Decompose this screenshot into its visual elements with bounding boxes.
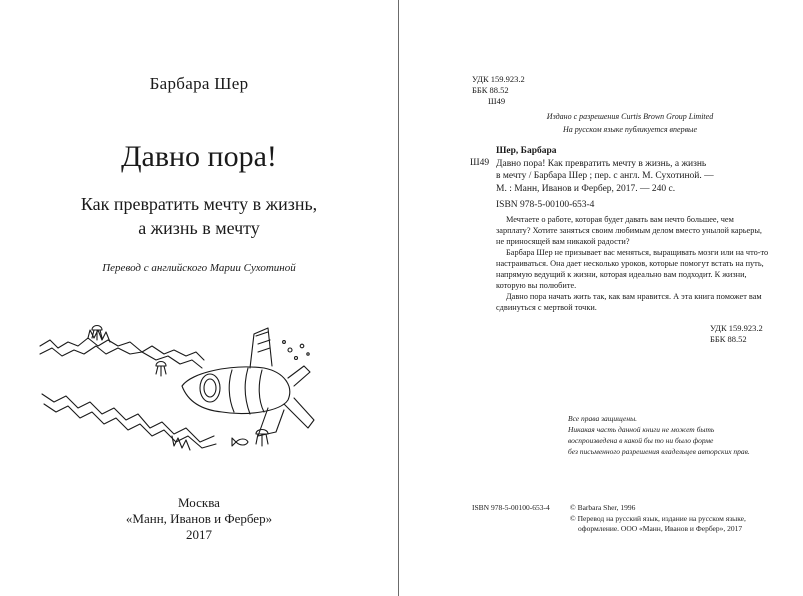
classification-codes: [472, 74, 525, 107]
biblio-line: М. : Манн, Иванов и Фербер, 2017. — 240 с.: [496, 183, 676, 194]
biblio-line: Давно пора! Как превратить мечту в жизнь, а жизнь: [496, 158, 707, 169]
submarine-illustration-icon: [32, 316, 332, 466]
biblio-cutter: Ш49: [470, 158, 490, 168]
author-name: Барбара Шер: [149, 74, 249, 93]
classification-codes-bottom: [710, 323, 763, 345]
annotation-paragraph: Давно пора начать жить так, как вам нравится. А эта книга поможет вам сдвинуться с мертвой точки.: [496, 292, 762, 312]
rights-line: без письменного разрешения владельцев авторских прав.: [568, 447, 750, 456]
biblio-heading: Шер, Барбара: [496, 146, 557, 156]
copyright-line: оформление. ООО «Манн, Иванов и Фербер», 2017: [578, 524, 743, 533]
title-page: [0, 0, 398, 596]
subtitle-line: а жизнь в мечту: [138, 218, 260, 238]
annotation-paragraph: Мечтаете о работе, которая будет давать вам нечто большее, чем зарплату? Хотите заняться своим любимым делом вместо унылой карьеры, не приносящей вам никакой радости?: [496, 215, 763, 246]
permission-note: [530, 110, 730, 136]
copyright-line: © Перевод на русский язык, издание на русском языке,: [570, 513, 746, 523]
biblio-line: в мечту / Барбара Шер ; пер. с англ. М. Сухотиной. —: [496, 171, 714, 181]
permission-line: На русском языке публикуется впервые: [562, 125, 698, 134]
subtitle-line: Как превратить мечту в жизнь,: [80, 194, 318, 214]
imprint-page: [400, 0, 803, 596]
bbk-code: ББК 88.52: [710, 334, 747, 344]
city: Москва: [178, 495, 220, 510]
publication-year: 2017: [186, 527, 212, 542]
bbk-code: ББК 88.52: [472, 85, 509, 95]
annotation-paragraph: Барбара Шер не призывает вас меняться, выращивать мозги или на что-то настраиваться. Она дает несколько уроков, которые помогут встать на путь, напрямую ведущий к жизни, которая идеально вам подходит. К жизни, которую вы полюбите.: [496, 248, 769, 290]
isbn-bottom: ISBN 978-5-00100-653-4: [472, 503, 550, 512]
udk-code: УДК 159.923.2: [710, 323, 763, 333]
isbn: ISBN 978-5-00100-653-4: [496, 200, 595, 210]
annotation: [496, 214, 770, 313]
permission-line: Издано с разрешения Curtis Brown Group Limited: [546, 112, 714, 121]
rights-line: воспроизведена в какой бы то ни было форме: [568, 436, 714, 445]
copyright-line: © Barbara Sher, 1996: [570, 503, 636, 512]
page-gutter: [398, 0, 399, 596]
copyright-notice: [570, 503, 780, 535]
cutter-code: Ш49: [488, 96, 506, 106]
publisher-imprint: [0, 495, 398, 543]
rights-line: Все права защищены.: [568, 414, 638, 423]
udk-code: УДК 159.923.2: [472, 74, 525, 84]
book-title: Давно пора!: [121, 140, 277, 173]
bibliographic-record: [496, 145, 766, 195]
translator-credit: Перевод с английского Марии Сухотиной: [102, 262, 296, 274]
publisher-name: «Манн, Иванов и Фербер»: [125, 511, 273, 526]
book-subtitle: [40, 192, 358, 240]
rights-notice: [568, 413, 768, 457]
rights-line: Никакая часть данной книги не может быть: [568, 425, 715, 434]
